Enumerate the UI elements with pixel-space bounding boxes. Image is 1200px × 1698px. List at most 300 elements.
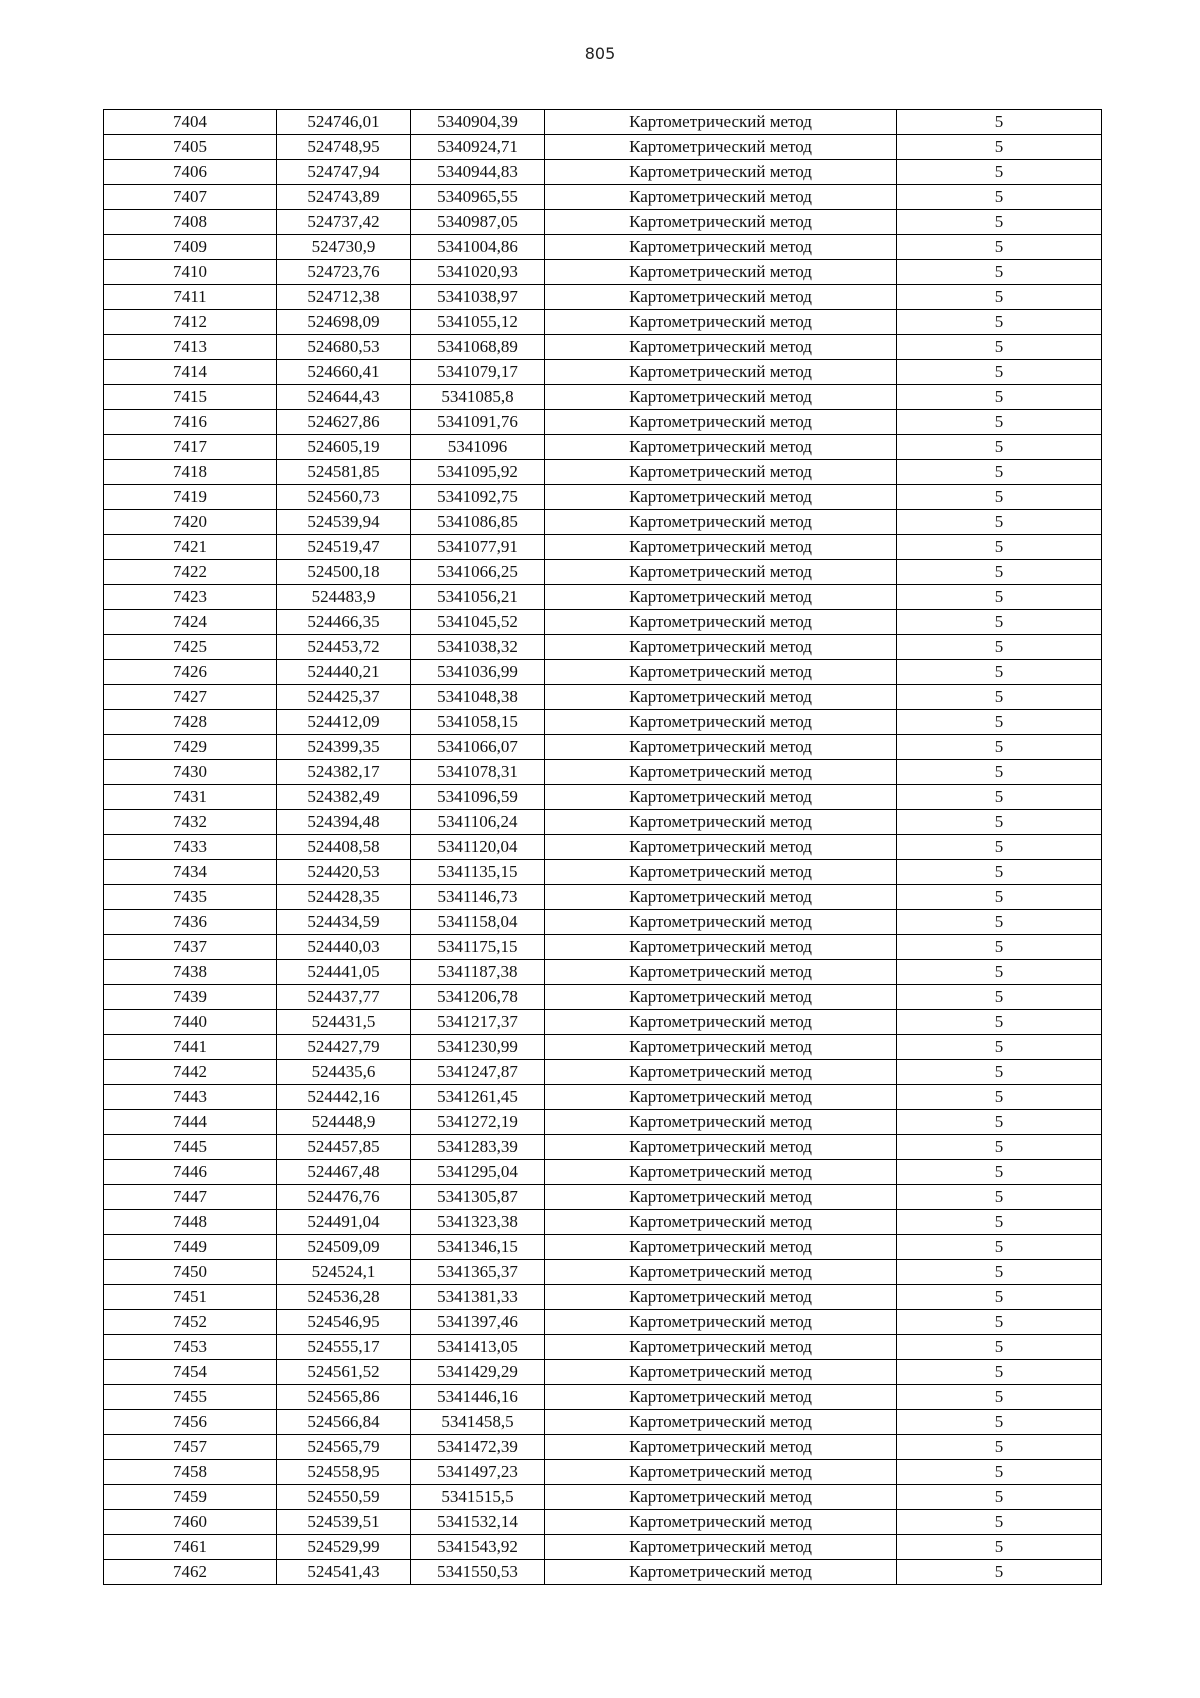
y-coordinate-cell: 5341458,5 bbox=[411, 1410, 545, 1435]
method-cell: Картометрический метод bbox=[545, 1535, 897, 1560]
y-coordinate-cell: 5341038,97 bbox=[411, 285, 545, 310]
coordinates-table-body bbox=[104, 110, 1102, 1585]
x-coordinate-cell: 524467,48 bbox=[277, 1160, 411, 1185]
accuracy-cell: 5 bbox=[897, 785, 1102, 810]
x-coordinate-cell: 524466,35 bbox=[277, 610, 411, 635]
point-number-cell: 7454 bbox=[104, 1360, 277, 1385]
x-coordinate-cell: 524555,17 bbox=[277, 1335, 411, 1360]
point-number-cell: 7415 bbox=[104, 385, 277, 410]
point-number-cell: 7433 bbox=[104, 835, 277, 860]
x-coordinate-cell: 524408,58 bbox=[277, 835, 411, 860]
method-cell: Картометрический метод bbox=[545, 185, 897, 210]
y-coordinate-cell: 5341217,37 bbox=[411, 1010, 545, 1035]
method-cell: Картометрический метод bbox=[545, 1460, 897, 1485]
method-cell: Картометрический метод bbox=[545, 1310, 897, 1335]
accuracy-cell: 5 bbox=[897, 810, 1102, 835]
accuracy-cell: 5 bbox=[897, 1235, 1102, 1260]
method-cell: Картометрический метод bbox=[545, 635, 897, 660]
accuracy-cell: 5 bbox=[897, 1335, 1102, 1360]
x-coordinate-cell: 524483,9 bbox=[277, 585, 411, 610]
y-coordinate-cell: 5341096,59 bbox=[411, 785, 545, 810]
point-number-cell: 7413 bbox=[104, 335, 277, 360]
x-coordinate-cell: 524536,28 bbox=[277, 1285, 411, 1310]
y-coordinate-cell: 5341272,19 bbox=[411, 1110, 545, 1135]
method-cell: Картометрический метод bbox=[545, 1135, 897, 1160]
x-coordinate-cell: 524428,35 bbox=[277, 885, 411, 910]
x-coordinate-cell: 524425,37 bbox=[277, 685, 411, 710]
table-row bbox=[104, 1035, 1102, 1060]
x-coordinate-cell: 524541,43 bbox=[277, 1560, 411, 1585]
table-row bbox=[104, 760, 1102, 785]
table-row bbox=[104, 910, 1102, 935]
accuracy-cell: 5 bbox=[897, 210, 1102, 235]
accuracy-cell: 5 bbox=[897, 735, 1102, 760]
accuracy-cell: 5 bbox=[897, 1560, 1102, 1585]
accuracy-cell: 5 bbox=[897, 460, 1102, 485]
table-row bbox=[104, 360, 1102, 385]
table-row bbox=[104, 785, 1102, 810]
method-cell: Картометрический метод bbox=[545, 1010, 897, 1035]
y-coordinate-cell: 5341397,46 bbox=[411, 1310, 545, 1335]
accuracy-cell: 5 bbox=[897, 1510, 1102, 1535]
x-coordinate-cell: 524394,48 bbox=[277, 810, 411, 835]
table-row bbox=[104, 410, 1102, 435]
point-number-cell: 7427 bbox=[104, 685, 277, 710]
method-cell: Картометрический метод bbox=[545, 1410, 897, 1435]
table-row bbox=[104, 485, 1102, 510]
point-number-cell: 7417 bbox=[104, 435, 277, 460]
accuracy-cell: 5 bbox=[897, 160, 1102, 185]
table-row bbox=[104, 1185, 1102, 1210]
y-coordinate-cell: 5341261,45 bbox=[411, 1085, 545, 1110]
method-cell: Картометрический метод bbox=[545, 585, 897, 610]
table-row bbox=[104, 1235, 1102, 1260]
point-number-cell: 7451 bbox=[104, 1285, 277, 1310]
method-cell: Картометрический метод bbox=[545, 110, 897, 135]
method-cell: Картометрический метод bbox=[545, 460, 897, 485]
point-number-cell: 7441 bbox=[104, 1035, 277, 1060]
accuracy-cell: 5 bbox=[897, 485, 1102, 510]
point-number-cell: 7428 bbox=[104, 710, 277, 735]
table-row bbox=[104, 1135, 1102, 1160]
y-coordinate-cell: 5341497,23 bbox=[411, 1460, 545, 1485]
accuracy-cell: 5 bbox=[897, 960, 1102, 985]
y-coordinate-cell: 5341365,37 bbox=[411, 1260, 545, 1285]
method-cell: Картометрический метод bbox=[545, 260, 897, 285]
y-coordinate-cell: 5341135,15 bbox=[411, 860, 545, 885]
point-number-cell: 7432 bbox=[104, 810, 277, 835]
accuracy-cell: 5 bbox=[897, 510, 1102, 535]
accuracy-cell: 5 bbox=[897, 435, 1102, 460]
point-number-cell: 7452 bbox=[104, 1310, 277, 1335]
method-cell: Картометрический метод bbox=[545, 1335, 897, 1360]
point-number-cell: 7411 bbox=[104, 285, 277, 310]
table-row bbox=[104, 285, 1102, 310]
accuracy-cell: 5 bbox=[897, 310, 1102, 335]
method-cell: Картометрический метод bbox=[545, 735, 897, 760]
x-coordinate-cell: 524491,04 bbox=[277, 1210, 411, 1235]
table-row bbox=[104, 710, 1102, 735]
method-cell: Картометрический метод bbox=[545, 335, 897, 360]
method-cell: Картометрический метод bbox=[545, 1260, 897, 1285]
x-coordinate-cell: 524605,19 bbox=[277, 435, 411, 460]
table-row bbox=[104, 635, 1102, 660]
point-number-cell: 7442 bbox=[104, 1060, 277, 1085]
table-row bbox=[104, 435, 1102, 460]
y-coordinate-cell: 5341146,73 bbox=[411, 885, 545, 910]
table-row bbox=[104, 160, 1102, 185]
point-number-cell: 7431 bbox=[104, 785, 277, 810]
x-coordinate-cell: 524539,51 bbox=[277, 1510, 411, 1535]
y-coordinate-cell: 5341305,87 bbox=[411, 1185, 545, 1210]
y-coordinate-cell: 5341429,29 bbox=[411, 1360, 545, 1385]
x-coordinate-cell: 524399,35 bbox=[277, 735, 411, 760]
accuracy-cell: 5 bbox=[897, 1160, 1102, 1185]
point-number-cell: 7439 bbox=[104, 985, 277, 1010]
table-row bbox=[104, 985, 1102, 1010]
accuracy-cell: 5 bbox=[897, 185, 1102, 210]
y-coordinate-cell: 5341038,32 bbox=[411, 635, 545, 660]
method-cell: Картометрический метод bbox=[545, 885, 897, 910]
x-coordinate-cell: 524560,73 bbox=[277, 485, 411, 510]
accuracy-cell: 5 bbox=[897, 710, 1102, 735]
accuracy-cell: 5 bbox=[897, 135, 1102, 160]
method-cell: Картометрический метод bbox=[545, 435, 897, 460]
method-cell: Картометрический метод bbox=[545, 1385, 897, 1410]
point-number-cell: 7429 bbox=[104, 735, 277, 760]
y-coordinate-cell: 5341472,39 bbox=[411, 1435, 545, 1460]
coordinates-table bbox=[103, 109, 1102, 1585]
point-number-cell: 7407 bbox=[104, 185, 277, 210]
x-coordinate-cell: 524442,16 bbox=[277, 1085, 411, 1110]
y-coordinate-cell: 5341045,52 bbox=[411, 610, 545, 635]
table-row bbox=[104, 610, 1102, 635]
y-coordinate-cell: 5341230,99 bbox=[411, 1035, 545, 1060]
y-coordinate-cell: 5341543,92 bbox=[411, 1535, 545, 1560]
point-number-cell: 7426 bbox=[104, 660, 277, 685]
y-coordinate-cell: 5341446,16 bbox=[411, 1385, 545, 1410]
x-coordinate-cell: 524529,99 bbox=[277, 1535, 411, 1560]
method-cell: Картометрический метод bbox=[545, 1185, 897, 1210]
table-row bbox=[104, 1310, 1102, 1335]
point-number-cell: 7430 bbox=[104, 760, 277, 785]
point-number-cell: 7438 bbox=[104, 960, 277, 985]
point-number-cell: 7458 bbox=[104, 1460, 277, 1485]
accuracy-cell: 5 bbox=[897, 1110, 1102, 1135]
x-coordinate-cell: 524431,5 bbox=[277, 1010, 411, 1035]
accuracy-cell: 5 bbox=[897, 560, 1102, 585]
method-cell: Картометрический метод bbox=[545, 685, 897, 710]
table-row bbox=[104, 1510, 1102, 1535]
y-coordinate-cell: 5341056,21 bbox=[411, 585, 545, 610]
table-row bbox=[104, 1260, 1102, 1285]
y-coordinate-cell: 5341085,8 bbox=[411, 385, 545, 410]
table-row bbox=[104, 1285, 1102, 1310]
accuracy-cell: 5 bbox=[897, 885, 1102, 910]
point-number-cell: 7446 bbox=[104, 1160, 277, 1185]
point-number-cell: 7444 bbox=[104, 1110, 277, 1135]
x-coordinate-cell: 524412,09 bbox=[277, 710, 411, 735]
point-number-cell: 7416 bbox=[104, 410, 277, 435]
x-coordinate-cell: 524746,01 bbox=[277, 110, 411, 135]
table-row bbox=[104, 335, 1102, 360]
point-number-cell: 7449 bbox=[104, 1235, 277, 1260]
x-coordinate-cell: 524737,42 bbox=[277, 210, 411, 235]
method-cell: Картометрический метод bbox=[545, 810, 897, 835]
accuracy-cell: 5 bbox=[897, 1385, 1102, 1410]
accuracy-cell: 5 bbox=[897, 1360, 1102, 1385]
point-number-cell: 7425 bbox=[104, 635, 277, 660]
point-number-cell: 7443 bbox=[104, 1085, 277, 1110]
y-coordinate-cell: 5341120,04 bbox=[411, 835, 545, 860]
y-coordinate-cell: 5341381,33 bbox=[411, 1285, 545, 1310]
y-coordinate-cell: 5341092,75 bbox=[411, 485, 545, 510]
x-coordinate-cell: 524550,59 bbox=[277, 1485, 411, 1510]
y-coordinate-cell: 5341413,05 bbox=[411, 1335, 545, 1360]
method-cell: Картометрический метод bbox=[545, 1085, 897, 1110]
accuracy-cell: 5 bbox=[897, 1185, 1102, 1210]
table-row bbox=[104, 260, 1102, 285]
table-row bbox=[104, 235, 1102, 260]
x-coordinate-cell: 524546,95 bbox=[277, 1310, 411, 1335]
y-coordinate-cell: 5341086,85 bbox=[411, 510, 545, 535]
table-row bbox=[104, 535, 1102, 560]
accuracy-cell: 5 bbox=[897, 685, 1102, 710]
y-coordinate-cell: 5341550,53 bbox=[411, 1560, 545, 1585]
method-cell: Картометрический метод bbox=[545, 960, 897, 985]
method-cell: Картометрический метод bbox=[545, 160, 897, 185]
accuracy-cell: 5 bbox=[897, 660, 1102, 685]
point-number-cell: 7422 bbox=[104, 560, 277, 585]
table-row bbox=[104, 310, 1102, 335]
accuracy-cell: 5 bbox=[897, 285, 1102, 310]
accuracy-cell: 5 bbox=[897, 1485, 1102, 1510]
method-cell: Картометрический метод bbox=[545, 535, 897, 560]
y-coordinate-cell: 5341515,5 bbox=[411, 1485, 545, 1510]
y-coordinate-cell: 5341066,25 bbox=[411, 560, 545, 585]
x-coordinate-cell: 524382,49 bbox=[277, 785, 411, 810]
point-number-cell: 7462 bbox=[104, 1560, 277, 1585]
point-number-cell: 7455 bbox=[104, 1385, 277, 1410]
accuracy-cell: 5 bbox=[897, 1010, 1102, 1035]
x-coordinate-cell: 524698,09 bbox=[277, 310, 411, 335]
x-coordinate-cell: 524558,95 bbox=[277, 1460, 411, 1485]
method-cell: Картометрический метод bbox=[545, 1160, 897, 1185]
accuracy-cell: 5 bbox=[897, 1410, 1102, 1435]
table-row bbox=[104, 835, 1102, 860]
method-cell: Картометрический метод bbox=[545, 1060, 897, 1085]
x-coordinate-cell: 524712,38 bbox=[277, 285, 411, 310]
method-cell: Картометрический метод bbox=[545, 1560, 897, 1585]
point-number-cell: 7459 bbox=[104, 1485, 277, 1510]
point-number-cell: 7460 bbox=[104, 1510, 277, 1535]
method-cell: Картометрический метод bbox=[545, 1035, 897, 1060]
accuracy-cell: 5 bbox=[897, 610, 1102, 635]
table-row bbox=[104, 1385, 1102, 1410]
x-coordinate-cell: 524747,94 bbox=[277, 160, 411, 185]
accuracy-cell: 5 bbox=[897, 585, 1102, 610]
x-coordinate-cell: 524519,47 bbox=[277, 535, 411, 560]
x-coordinate-cell: 524509,09 bbox=[277, 1235, 411, 1260]
y-coordinate-cell: 5341283,39 bbox=[411, 1135, 545, 1160]
page-number: 805 bbox=[584, 44, 616, 63]
accuracy-cell: 5 bbox=[897, 110, 1102, 135]
table-row bbox=[104, 1010, 1102, 1035]
y-coordinate-cell: 5340987,05 bbox=[411, 210, 545, 235]
point-number-cell: 7418 bbox=[104, 460, 277, 485]
point-number-cell: 7436 bbox=[104, 910, 277, 935]
x-coordinate-cell: 524434,59 bbox=[277, 910, 411, 935]
table-row bbox=[104, 1460, 1102, 1485]
table-row bbox=[104, 960, 1102, 985]
x-coordinate-cell: 524644,43 bbox=[277, 385, 411, 410]
point-number-cell: 7437 bbox=[104, 935, 277, 960]
point-number-cell: 7408 bbox=[104, 210, 277, 235]
table-row bbox=[104, 135, 1102, 160]
x-coordinate-cell: 524566,84 bbox=[277, 1410, 411, 1435]
point-number-cell: 7447 bbox=[104, 1185, 277, 1210]
table-row bbox=[104, 1085, 1102, 1110]
x-coordinate-cell: 524382,17 bbox=[277, 760, 411, 785]
y-coordinate-cell: 5340944,83 bbox=[411, 160, 545, 185]
point-number-cell: 7435 bbox=[104, 885, 277, 910]
x-coordinate-cell: 524441,05 bbox=[277, 960, 411, 985]
accuracy-cell: 5 bbox=[897, 635, 1102, 660]
accuracy-cell: 5 bbox=[897, 1460, 1102, 1485]
x-coordinate-cell: 524730,9 bbox=[277, 235, 411, 260]
x-coordinate-cell: 524427,79 bbox=[277, 1035, 411, 1060]
x-coordinate-cell: 524448,9 bbox=[277, 1110, 411, 1135]
x-coordinate-cell: 524440,21 bbox=[277, 660, 411, 685]
method-cell: Картометрический метод bbox=[545, 485, 897, 510]
y-coordinate-cell: 5341055,12 bbox=[411, 310, 545, 335]
x-coordinate-cell: 524435,6 bbox=[277, 1060, 411, 1085]
y-coordinate-cell: 5341048,38 bbox=[411, 685, 545, 710]
table-row bbox=[104, 685, 1102, 710]
x-coordinate-cell: 524561,52 bbox=[277, 1360, 411, 1385]
x-coordinate-cell: 524743,89 bbox=[277, 185, 411, 210]
method-cell: Картометрический метод bbox=[545, 935, 897, 960]
table-row bbox=[104, 1060, 1102, 1085]
x-coordinate-cell: 524524,1 bbox=[277, 1260, 411, 1285]
x-coordinate-cell: 524748,95 bbox=[277, 135, 411, 160]
method-cell: Картометрический метод bbox=[545, 1210, 897, 1235]
y-coordinate-cell: 5341078,31 bbox=[411, 760, 545, 785]
method-cell: Картометрический метод bbox=[545, 560, 897, 585]
x-coordinate-cell: 524581,85 bbox=[277, 460, 411, 485]
point-number-cell: 7457 bbox=[104, 1435, 277, 1460]
accuracy-cell: 5 bbox=[897, 985, 1102, 1010]
table-row bbox=[104, 1160, 1102, 1185]
accuracy-cell: 5 bbox=[897, 935, 1102, 960]
accuracy-cell: 5 bbox=[897, 335, 1102, 360]
table-row bbox=[104, 1335, 1102, 1360]
y-coordinate-cell: 5341077,91 bbox=[411, 535, 545, 560]
y-coordinate-cell: 5341096 bbox=[411, 435, 545, 460]
point-number-cell: 7453 bbox=[104, 1335, 277, 1360]
method-cell: Картометрический метод bbox=[545, 210, 897, 235]
accuracy-cell: 5 bbox=[897, 860, 1102, 885]
y-coordinate-cell: 5341532,14 bbox=[411, 1510, 545, 1535]
y-coordinate-cell: 5340924,71 bbox=[411, 135, 545, 160]
method-cell: Картометрический метод bbox=[545, 985, 897, 1010]
x-coordinate-cell: 524420,53 bbox=[277, 860, 411, 885]
method-cell: Картометрический метод bbox=[545, 360, 897, 385]
accuracy-cell: 5 bbox=[897, 385, 1102, 410]
accuracy-cell: 5 bbox=[897, 410, 1102, 435]
y-coordinate-cell: 5341095,92 bbox=[411, 460, 545, 485]
accuracy-cell: 5 bbox=[897, 1035, 1102, 1060]
accuracy-cell: 5 bbox=[897, 760, 1102, 785]
accuracy-cell: 5 bbox=[897, 235, 1102, 260]
method-cell: Картометрический метод bbox=[545, 760, 897, 785]
point-number-cell: 7420 bbox=[104, 510, 277, 535]
method-cell: Картометрический метод bbox=[545, 1435, 897, 1460]
method-cell: Картометрический метод bbox=[545, 385, 897, 410]
accuracy-cell: 5 bbox=[897, 535, 1102, 560]
point-number-cell: 7448 bbox=[104, 1210, 277, 1235]
y-coordinate-cell: 5341158,04 bbox=[411, 910, 545, 935]
y-coordinate-cell: 5341247,87 bbox=[411, 1060, 545, 1085]
method-cell: Картометрический метод bbox=[545, 235, 897, 260]
method-cell: Картометрический метод bbox=[545, 510, 897, 535]
x-coordinate-cell: 524565,86 bbox=[277, 1385, 411, 1410]
x-coordinate-cell: 524660,41 bbox=[277, 360, 411, 385]
point-number-cell: 7414 bbox=[104, 360, 277, 385]
accuracy-cell: 5 bbox=[897, 1260, 1102, 1285]
y-coordinate-cell: 5341020,93 bbox=[411, 260, 545, 285]
method-cell: Картометрический метод bbox=[545, 1485, 897, 1510]
method-cell: Картометрический метод bbox=[545, 135, 897, 160]
table-row bbox=[104, 110, 1102, 135]
point-number-cell: 7419 bbox=[104, 485, 277, 510]
point-number-cell: 7404 bbox=[104, 110, 277, 135]
method-cell: Картометрический метод bbox=[545, 285, 897, 310]
point-number-cell: 7412 bbox=[104, 310, 277, 335]
table-row bbox=[104, 385, 1102, 410]
method-cell: Картометрический метод bbox=[545, 310, 897, 335]
table-row bbox=[104, 660, 1102, 685]
point-number-cell: 7440 bbox=[104, 1010, 277, 1035]
y-coordinate-cell: 5341206,78 bbox=[411, 985, 545, 1010]
y-coordinate-cell: 5341091,76 bbox=[411, 410, 545, 435]
point-number-cell: 7461 bbox=[104, 1535, 277, 1560]
method-cell: Картометрический метод bbox=[545, 1285, 897, 1310]
table-row bbox=[104, 585, 1102, 610]
x-coordinate-cell: 524539,94 bbox=[277, 510, 411, 535]
y-coordinate-cell: 5341346,15 bbox=[411, 1235, 545, 1260]
table-row bbox=[104, 1410, 1102, 1435]
table-row bbox=[104, 1435, 1102, 1460]
table-row bbox=[104, 885, 1102, 910]
y-coordinate-cell: 5341106,24 bbox=[411, 810, 545, 835]
accuracy-cell: 5 bbox=[897, 1060, 1102, 1085]
y-coordinate-cell: 5341068,89 bbox=[411, 335, 545, 360]
x-coordinate-cell: 524476,76 bbox=[277, 1185, 411, 1210]
method-cell: Картометрический метод bbox=[545, 1510, 897, 1535]
accuracy-cell: 5 bbox=[897, 1310, 1102, 1335]
accuracy-cell: 5 bbox=[897, 260, 1102, 285]
point-number-cell: 7456 bbox=[104, 1410, 277, 1435]
table-row bbox=[104, 1535, 1102, 1560]
x-coordinate-cell: 524457,85 bbox=[277, 1135, 411, 1160]
method-cell: Картометрический метод bbox=[545, 860, 897, 885]
point-number-cell: 7406 bbox=[104, 160, 277, 185]
accuracy-cell: 5 bbox=[897, 1435, 1102, 1460]
accuracy-cell: 5 bbox=[897, 835, 1102, 860]
x-coordinate-cell: 524437,77 bbox=[277, 985, 411, 1010]
point-number-cell: 7434 bbox=[104, 860, 277, 885]
